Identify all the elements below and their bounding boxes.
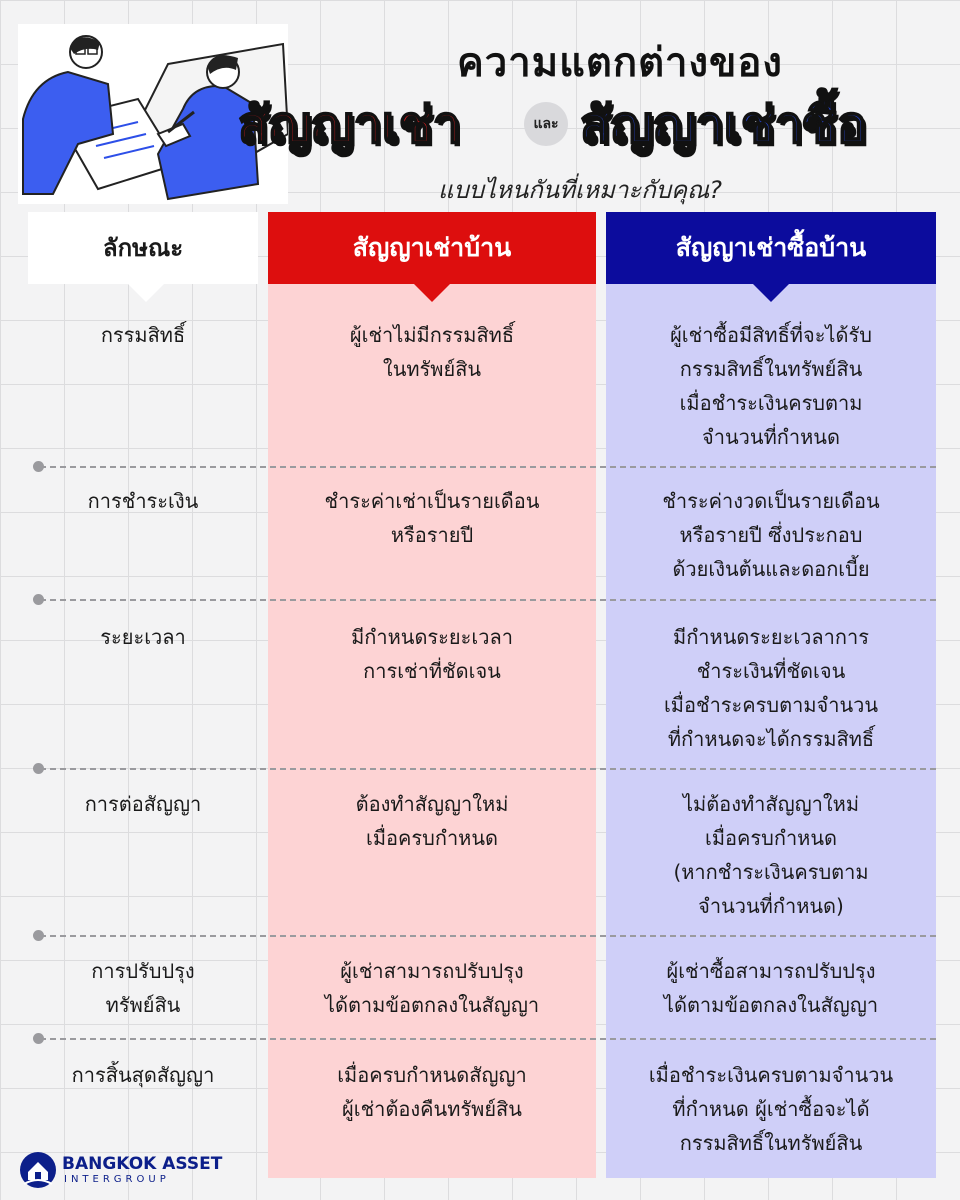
row-divider bbox=[40, 466, 936, 468]
lease-cell: ชำระค่าเช่าเป็นรายเดือน หรือรายปี bbox=[324, 489, 540, 547]
hire-purchase-cell: ผู้เช่าซื้อมีสิทธิ์ที่จะได้รับ กรรมสิทธิ์ในทรัพย์สิน เมื่อชำระเงินครบตาม จำนวนที่กำหนด bbox=[670, 323, 872, 449]
hire-purchase-cell: เมื่อชำระเงินครบตามจำนวน ที่กำหนด ผู้เช่าซื้อจะได้ กรรมสิทธิ์ในทรัพย์สิน bbox=[648, 1063, 894, 1155]
title-comparison-row bbox=[230, 86, 950, 156]
feature-column-header: ลักษณะ bbox=[28, 212, 258, 284]
title-lease: สัญญาเช่า bbox=[238, 96, 461, 154]
feature-label: การสิ้นสุดสัญญา bbox=[71, 1063, 215, 1087]
brand-name: BANGKOK ASSET bbox=[62, 1154, 223, 1174]
row-divider bbox=[40, 768, 936, 770]
hire-purchase-cell: ชำระค่างวดเป็นรายเดือน หรือรายปี ซึ่งประกอบ ด้วยเงินต้นและดอกเบี้ย bbox=[662, 489, 880, 581]
lease-cell: มีกำหนดระยะเวลา การเช่าที่ชัดเจน bbox=[351, 625, 513, 683]
row-divider bbox=[40, 599, 936, 601]
row-divider bbox=[40, 1038, 936, 1040]
feature-label: การชำระเงิน bbox=[87, 489, 199, 513]
and-badge: และ bbox=[524, 102, 568, 146]
company-logo bbox=[18, 1150, 278, 1192]
brand-subtitle: INTERGROUP bbox=[64, 1174, 170, 1185]
lease-cell: เมื่อครบกำหนดสัญญา ผู้เช่าต้องคืนทรัพย์สิน bbox=[337, 1063, 527, 1121]
company-logo-icon bbox=[18, 1150, 58, 1190]
title-hire-purchase: สัญญาเช่าซื้อ bbox=[580, 96, 867, 154]
feature-label: ระยะเวลา bbox=[100, 625, 186, 649]
page-title: ความแตกต่างของ bbox=[457, 40, 783, 86]
hire-purchase-cell: ผู้เช่าซื้อสามารถปรับปรุง ได้ตามข้อตกลงในสัญญา bbox=[663, 959, 879, 1017]
feature-label: การต่อสัญญา bbox=[84, 792, 202, 816]
hire-purchase-cell: มีกำหนดระยะเวลาการ ชำระเงินที่ชัดเจน เมื่อชำระครบตามจำนวน ที่กำหนดจะได้กรรมสิทธิ์ bbox=[663, 625, 879, 751]
lease-column-header: สัญญาเช่าบ้าน bbox=[268, 212, 596, 284]
feature-label-line: การปรับปรุง bbox=[91, 959, 195, 983]
hire-purchase-column-header: สัญญาเช่าซื้อบ้าน bbox=[606, 212, 936, 284]
feature-label bbox=[28, 954, 258, 1022]
row-divider bbox=[40, 935, 936, 937]
lease-cell: ต้องทำสัญญาใหม่ เมื่อครบกำหนด bbox=[355, 792, 509, 850]
hire-purchase-cell: ไม่ต้องทำสัญญาใหม่ เมื่อครบกำหนด (หากชำระเงินครบตาม จำนวนที่กำหนด) bbox=[673, 792, 869, 918]
lease-cell: ผู้เช่าไม่มีกรรมสิทธิ์ ในทรัพย์สิน bbox=[349, 323, 515, 381]
feature-label-line: ทรัพย์สิน bbox=[105, 993, 181, 1017]
feature-label: กรรมสิทธิ์ bbox=[100, 323, 186, 347]
subtitle: แบบไหนกันที่เหมาะกับคุณ? bbox=[437, 176, 723, 204]
lease-cell: ผู้เช่าสามารถปรับปรุง ได้ตามข้อตกลงในสัญญา bbox=[324, 959, 540, 1017]
